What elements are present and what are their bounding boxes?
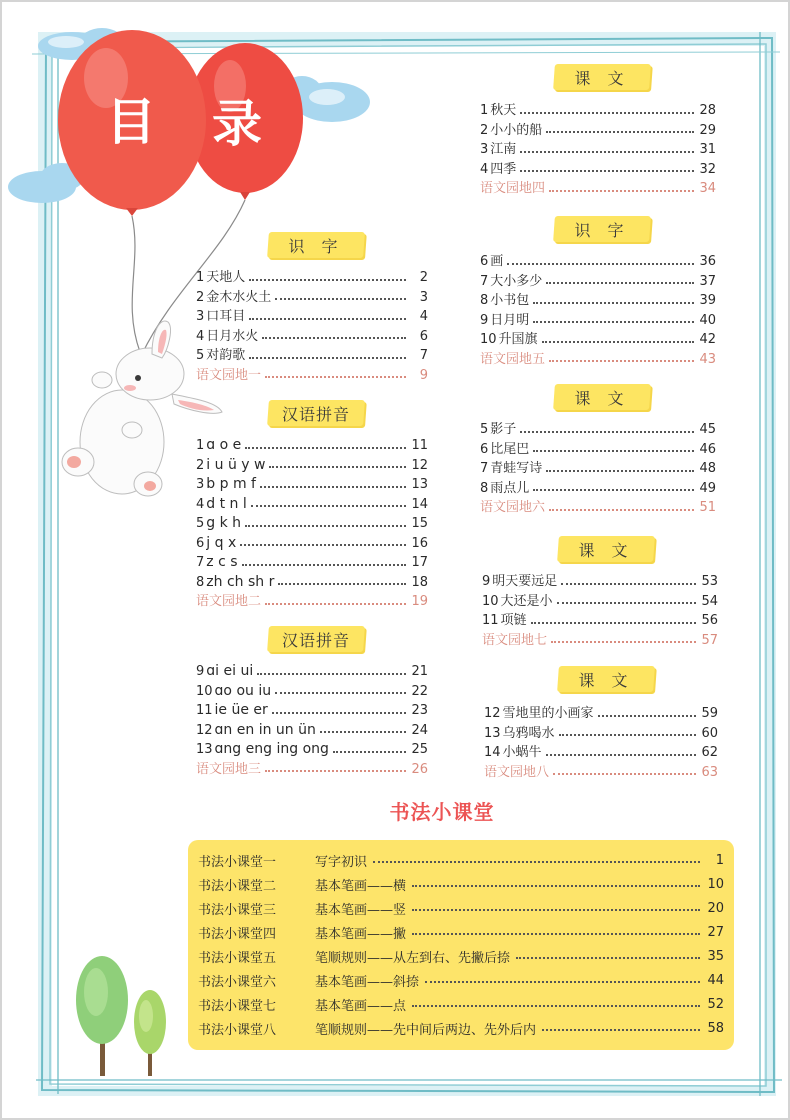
toc-list-right-3	[480, 420, 716, 518]
toc-row[interactable]	[484, 743, 718, 763]
toc-row-number: 14	[484, 745, 501, 760]
toc-row-number: 11	[196, 703, 213, 718]
toc-row-number: 10	[196, 683, 213, 699]
toc-row-label: 乌鸦喝水	[502, 725, 555, 741]
dot-leader	[412, 1005, 700, 1007]
dot-leader	[251, 505, 406, 507]
toc-list-right-2	[480, 252, 716, 369]
dot-leader	[245, 447, 406, 449]
dot-leader	[549, 360, 694, 362]
toc-row-label: 雪地里的小画家	[502, 706, 594, 721]
calligraphy-row[interactable]	[198, 992, 724, 1016]
toc-row[interactable]	[196, 327, 428, 347]
toc-row-label: 小书包	[490, 293, 530, 308]
toc-row-garden[interactable]	[196, 366, 428, 386]
dot-leader	[520, 170, 694, 172]
toc-row-garden[interactable]	[196, 592, 428, 612]
calligraphy-row-name: 书法小课堂一	[198, 854, 277, 870]
toc-list-right-5	[484, 704, 718, 782]
toc-row-page: 63	[701, 764, 718, 780]
toc-row-page: 57	[701, 632, 718, 648]
toc-row-page: 11	[411, 438, 428, 453]
toc-row-page: 40	[699, 312, 716, 328]
toc-row-label: 四季	[490, 161, 517, 177]
toc-row[interactable]	[484, 724, 718, 744]
toc-row-page: 24	[411, 722, 428, 738]
toc-list-right-4	[482, 572, 718, 650]
toc-row-number: 2	[196, 457, 205, 473]
toc-list-left-3	[196, 662, 428, 779]
toc-row-page: 45	[699, 422, 716, 437]
toc-row-page: 14	[411, 496, 428, 512]
toc-row-number: 3	[480, 142, 489, 157]
dot-leader	[559, 734, 696, 736]
toc-row-number: 4	[196, 328, 205, 344]
dot-leader	[520, 112, 694, 114]
toc-row-label: g k h	[206, 515, 242, 531]
toc-row[interactable]	[196, 514, 428, 534]
section-title-right-2: 识 字	[554, 216, 650, 242]
toc-row-label: 日月水火	[206, 328, 259, 344]
toc-row[interactable]	[196, 553, 428, 573]
toc-row-label: 语文园地七	[482, 632, 548, 648]
dot-leader	[265, 603, 406, 605]
calligraphy-row-page: 58	[707, 1020, 724, 1036]
calligraphy-row-topic: 基本笔画——斜捺	[315, 974, 420, 990]
dot-leader	[551, 641, 696, 643]
toc-row[interactable]	[480, 140, 716, 160]
toc-row-label: 大小多少	[490, 273, 543, 289]
calligraphy-row[interactable]	[198, 944, 724, 968]
calligraphy-row-name: 书法小课堂八	[198, 1022, 277, 1038]
toc-row-label: 语文园地五	[480, 351, 546, 367]
toc-row-page: 42	[699, 332, 716, 347]
dot-leader	[412, 909, 700, 911]
calligraphy-row-topic: 基本笔画——竖	[315, 902, 407, 918]
toc-row-number: 2	[196, 289, 205, 305]
toc-row-label: 大还是小	[500, 593, 553, 609]
toc-row-number: 13	[196, 742, 213, 757]
toc-row-page: 53	[701, 574, 718, 589]
toc-row-page: 26	[411, 761, 428, 777]
toc-row-number: 1	[196, 438, 205, 453]
dot-leader	[533, 302, 694, 304]
toc-row-label: 语文园地二	[196, 594, 262, 609]
dot-leader	[533, 450, 694, 452]
toc-row-label: ɑng eng ing ong	[214, 741, 329, 757]
toc-row-page: 6	[419, 328, 428, 344]
toc-row[interactable]	[484, 704, 718, 724]
dot-leader	[278, 583, 406, 585]
dot-leader	[320, 731, 406, 733]
toc-row-label: 金木水火土	[206, 289, 272, 305]
dot-leader	[542, 341, 694, 343]
dot-leader	[425, 981, 700, 983]
dot-leader	[269, 466, 406, 468]
toc-row-garden[interactable]	[480, 350, 716, 370]
toc-row-number: 13	[484, 725, 501, 741]
toc-row-label: ɑo ou iu	[214, 682, 272, 699]
toc-row[interactable]	[196, 346, 428, 366]
toc-row-number: 7	[480, 461, 489, 476]
toc-row-page: 16	[411, 535, 428, 551]
toc-row[interactable]	[480, 101, 716, 121]
section-title-right-1: 课 文	[554, 64, 650, 90]
calligraphy-row-topic: 基本笔画——点	[315, 998, 407, 1014]
toc-row[interactable]	[482, 572, 718, 592]
toc-row[interactable]	[196, 721, 428, 741]
toc-row-page: 23	[411, 703, 428, 718]
toc-row[interactable]	[196, 456, 428, 476]
toc-row-label: 项链	[500, 613, 527, 628]
dot-leader	[275, 298, 406, 300]
title-char-2: 录	[212, 95, 262, 153]
toc-row-page: 29	[699, 122, 716, 138]
dot-leader	[373, 861, 700, 863]
toc-row-page: 13	[411, 477, 428, 492]
calligraphy-row-page: 27	[707, 924, 724, 940]
calligraphy-row-page: 10	[707, 876, 724, 892]
calligraphy-row-name: 书法小课堂四	[198, 926, 277, 942]
toc-row-label: d t n l	[206, 495, 247, 512]
toc-row-label: 江南	[490, 142, 517, 157]
toc-row-label: ɑ o e	[206, 437, 242, 453]
toc-row-page: 39	[699, 293, 716, 308]
toc-list-left-2	[196, 436, 428, 612]
dot-leader	[507, 263, 694, 265]
toc-row-number: 12	[196, 722, 213, 738]
toc-row[interactable]	[480, 459, 716, 479]
section-title-right-4: 课 文	[558, 536, 654, 562]
dot-leader	[553, 773, 696, 775]
toc-row[interactable]	[196, 701, 428, 721]
toc-row-label: 小蜗牛	[502, 745, 542, 760]
toc-row-page: 56	[701, 613, 718, 628]
toc-row-garden[interactable]	[480, 498, 716, 518]
trees-illustration	[62, 942, 182, 1082]
dot-leader	[262, 337, 406, 339]
section-title-left-2: 汉语拼音	[268, 400, 364, 426]
calligraphy-row[interactable]	[198, 920, 724, 944]
toc-row-number: 3	[196, 477, 205, 492]
toc-row-page: 9	[419, 367, 428, 383]
toc-row-label: ɑn en in un ün	[214, 721, 316, 738]
toc-row[interactable]	[480, 160, 716, 180]
toc-row-page: 18	[411, 574, 428, 590]
toc-row-number: 3	[196, 309, 205, 324]
dot-leader	[533, 489, 694, 491]
toc-row-page: 51	[699, 500, 716, 515]
calligraphy-row-name: 书法小课堂三	[198, 902, 277, 918]
toc-row[interactable]	[196, 740, 428, 760]
calligraphy-row-name: 书法小课堂七	[198, 998, 277, 1014]
section-title-right-3: 课 文	[554, 384, 650, 410]
toc-row-number: 10	[482, 593, 499, 609]
toc-row-number: 2	[480, 122, 489, 138]
toc-row-page: 25	[411, 742, 428, 757]
toc-row[interactable]	[480, 121, 716, 141]
toc-row-page: 19	[411, 594, 428, 609]
toc-row[interactable]	[196, 534, 428, 554]
toc-row-number: 1	[196, 270, 205, 285]
toc-row[interactable]	[480, 420, 716, 440]
toc-row-page: 34	[699, 181, 716, 196]
toc-row-page: 60	[701, 725, 718, 741]
toc-row-label: 明天要远足	[492, 574, 558, 589]
dot-leader	[240, 544, 406, 546]
toc-row-label: 画	[490, 254, 504, 269]
calligraphy-row-topic: 笔顺规则——从左到右、先撇后捺	[315, 950, 511, 966]
toc-page	[2, 2, 788, 1118]
toc-row-number: 8	[480, 480, 489, 496]
toc-row-number: 9	[482, 574, 491, 589]
section-title-left-1: 识 字	[268, 232, 364, 258]
toc-row-number: 5	[196, 348, 205, 363]
toc-row-page: 2	[419, 270, 428, 285]
dot-leader	[412, 885, 700, 887]
calligraphy-row-name: 书法小课堂五	[198, 950, 277, 966]
toc-row-page: 62	[701, 745, 718, 760]
toc-row-number: 11	[482, 613, 499, 628]
calligraphy-row-page: 52	[707, 996, 724, 1012]
toc-row-number: 4	[196, 496, 205, 512]
calligraphy-row-topic: 基本笔画——撇	[315, 926, 407, 942]
toc-row-page: 7	[419, 348, 428, 363]
section-title-left-3: 汉语拼音	[268, 626, 364, 652]
dot-leader	[516, 957, 700, 959]
toc-row-number: 9	[480, 312, 489, 328]
toc-row[interactable]	[480, 291, 716, 311]
toc-row-number: 12	[484, 706, 501, 721]
calligraphy-row[interactable]	[198, 1016, 724, 1040]
toc-row-label: 升国旗	[498, 332, 538, 347]
toc-row[interactable]	[480, 252, 716, 272]
toc-row-label: 比尾巴	[490, 441, 530, 457]
toc-row[interactable]	[196, 662, 428, 682]
calligraphy-title: 书法小课堂	[389, 800, 495, 824]
calligraphy-row-topic: 写字初识	[315, 854, 368, 870]
calligraphy-box	[188, 840, 734, 1050]
calligraphy-row-page: 35	[707, 948, 724, 964]
toc-row-number: 6	[196, 535, 205, 551]
toc-row-page: 43	[699, 351, 716, 367]
toc-row-page: 54	[701, 593, 718, 609]
tree-icon	[76, 956, 128, 1076]
toc-row[interactable]	[196, 268, 428, 288]
dot-leader	[546, 754, 696, 756]
section-title-right-5: 课 文	[558, 666, 654, 692]
toc-row-page: 4	[419, 309, 428, 324]
toc-row-page: 32	[699, 161, 716, 177]
toc-row-label: 语文园地一	[196, 367, 262, 383]
toc-row-label: 天地人	[206, 270, 246, 285]
calligraphy-row[interactable]	[198, 896, 724, 920]
calligraphy-row[interactable]	[198, 848, 724, 872]
toc-row-number: 7	[480, 273, 489, 289]
toc-row[interactable]	[196, 573, 428, 593]
toc-row-page: 28	[699, 103, 716, 118]
title-char-1: 目	[106, 93, 156, 151]
toc-row-number: 8	[196, 574, 205, 590]
calligraphy-row-name: 书法小课堂六	[198, 974, 277, 990]
dot-leader	[542, 1029, 700, 1031]
toc-row-label: 口耳目	[206, 309, 246, 324]
toc-row-page: 31	[699, 142, 716, 157]
toc-row-label: b p m f	[206, 476, 256, 492]
toc-row[interactable]	[196, 682, 428, 702]
calligraphy-row-topic: 基本笔画——横	[315, 878, 407, 894]
toc-row-label: 日月明	[490, 312, 530, 328]
calligraphy-row-page: 20	[707, 900, 724, 916]
toc-row[interactable]	[482, 611, 718, 631]
toc-row[interactable]	[196, 475, 428, 495]
toc-row[interactable]	[480, 479, 716, 499]
toc-row-label: 影子	[490, 422, 517, 437]
dot-leader	[549, 509, 694, 511]
toc-row-page: 49	[699, 480, 716, 496]
dot-leader	[260, 486, 406, 488]
toc-row-number: 8	[480, 293, 489, 308]
toc-row[interactable]	[196, 436, 428, 456]
dot-leader	[249, 279, 406, 281]
dot-leader	[249, 318, 406, 320]
toc-list-right-1	[480, 101, 716, 199]
dot-leader	[275, 692, 406, 694]
toc-row-page: 22	[411, 683, 428, 699]
dot-leader	[561, 583, 696, 585]
toc-row[interactable]	[196, 307, 428, 327]
dot-leader	[242, 564, 406, 566]
toc-row-garden[interactable]	[480, 179, 716, 199]
toc-row-number: 4	[480, 161, 489, 177]
toc-row-label: z c s	[206, 554, 238, 570]
toc-row-garden[interactable]	[484, 763, 718, 783]
toc-row-number: 9	[196, 664, 205, 679]
toc-row-label: 对韵歌	[206, 348, 246, 363]
calligraphy-row-name: 书法小课堂二	[198, 878, 277, 894]
dot-leader	[249, 357, 406, 359]
toc-row-label: 语文园地三	[196, 761, 262, 777]
dot-leader	[265, 376, 406, 378]
toc-row[interactable]	[196, 288, 428, 308]
toc-row-label: ɑi ei ui	[206, 663, 254, 679]
toc-row-number: 7	[196, 555, 205, 570]
toc-row[interactable]	[480, 330, 716, 350]
dot-leader	[265, 770, 406, 772]
dot-leader	[245, 525, 406, 527]
toc-row-number: 6	[480, 441, 489, 457]
toc-row-number: 6	[480, 254, 489, 269]
calligraphy-row-topic: 笔顺规则——先中间后两边、先外后内	[315, 1022, 537, 1038]
dot-leader	[412, 933, 700, 935]
toc-row-number: 5	[196, 516, 205, 531]
dot-leader	[531, 622, 696, 624]
toc-row-label: 语文园地四	[480, 181, 546, 196]
toc-row-label: i u ü y w	[206, 456, 266, 473]
toc-row-page: 48	[699, 461, 716, 476]
toc-row-label: ie üe er	[214, 702, 268, 718]
dot-leader	[520, 431, 694, 433]
toc-row-garden[interactable]	[196, 760, 428, 780]
dot-leader	[546, 131, 694, 133]
calligraphy-list	[198, 848, 724, 1040]
toc-row-label: 语文园地六	[480, 500, 546, 515]
toc-row-page: 37	[699, 273, 716, 289]
calligraphy-row[interactable]	[198, 968, 724, 992]
toc-row[interactable]	[196, 495, 428, 515]
dot-leader	[546, 470, 694, 472]
toc-row-number: 10	[480, 332, 497, 347]
toc-row-label: j q x	[206, 534, 237, 551]
toc-row-page: 46	[699, 441, 716, 457]
dot-leader	[257, 673, 406, 675]
toc-row-label: 语文园地八	[484, 764, 550, 780]
toc-row-label: 小小的船	[490, 122, 543, 138]
toc-row-garden[interactable]	[482, 631, 718, 651]
toc-row-label: 秋天	[490, 103, 517, 118]
toc-row[interactable]	[480, 272, 716, 292]
toc-row-page: 59	[701, 706, 718, 721]
toc-row-page: 21	[411, 664, 428, 679]
calligraphy-row-page: 44	[707, 972, 724, 988]
dot-leader	[598, 715, 696, 717]
dot-leader	[533, 321, 694, 323]
toc-row-page: 15	[411, 516, 428, 531]
toc-row-label: 青蛙写诗	[490, 461, 543, 476]
dot-leader	[272, 712, 406, 714]
dot-leader	[549, 190, 694, 192]
tree-icon	[134, 990, 166, 1076]
dot-leader	[546, 282, 694, 284]
toc-row-page: 17	[411, 555, 428, 570]
toc-row[interactable]	[482, 592, 718, 612]
toc-row-number: 5	[480, 422, 489, 437]
toc-row[interactable]	[480, 311, 716, 331]
dot-leader	[557, 602, 696, 604]
toc-row-page: 3	[419, 289, 428, 305]
toc-row-page: 36	[699, 254, 716, 269]
toc-row-number: 1	[480, 103, 489, 118]
calligraphy-row[interactable]	[198, 872, 724, 896]
toc-row-label: zh ch sh r	[206, 573, 275, 590]
calligraphy-row-page: 1	[715, 852, 724, 868]
toc-row-page: 12	[411, 457, 428, 473]
toc-row-label: 雨点儿	[490, 480, 530, 496]
dot-leader	[520, 151, 694, 153]
toc-row[interactable]	[480, 440, 716, 460]
toc-list-left-1	[196, 268, 428, 385]
dot-leader	[333, 751, 406, 753]
